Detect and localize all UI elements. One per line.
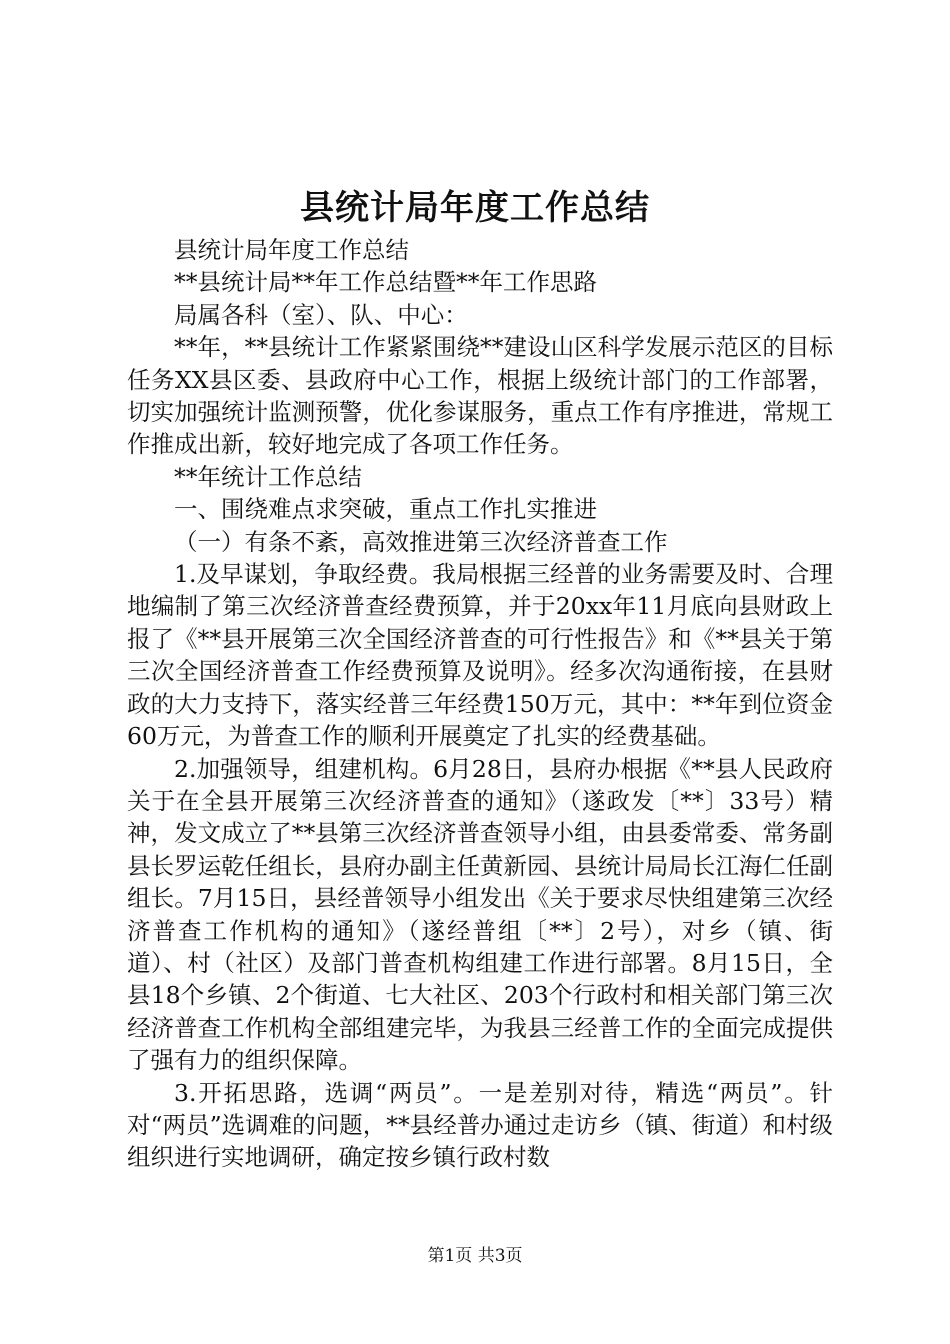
paragraph: 局属各科（室）、队、中心： — [174, 300, 468, 329]
paragraph: 3.开拓思路，选调“两员”。一是差别对待，精选“两员”。针对“两员”选调难的问题，**县经普办通过走访乡（镇、街道）和村级组织进行实地调研，确定按乡镇行政村数 — [127, 1078, 833, 1172]
document-title: 县统计局年度工作总结 — [300, 188, 650, 228]
paragraph: 2.加强领导，组建机构。6月28日，县府办根据《**县人民政府关于在全县开展第三次经济普查的通知》（遂政发〔**〕33号）精神，发文成立了**县第三次经济普查领导小组，由县委常委、常务副县长罗运乾任组长，县府办副主任黄新园、县统计局局长江海仁任副组长。7月15日，县经普领导小组发出《关于要求尽快组建第三次经济普查工作机构的通知》（遂经普组〔**〕2号），对乡（镇、街道）、村（社区）及部门普查机构组建工作进行部署。8月15日，全县18个乡镇、2个街道、七大社区、203个行政村和相关部门第三次经济普查工作机构全部组建完毕，为我县三经普工作的全面完成提供了强有力的组织保障。 — [127, 754, 833, 1075]
paragraph: 1.及早谋划，争取经费。我局根据三经普的业务需要及时、合理地编制了第三次经济普查经费预算，并于20xx年11月底向县财政上报了《**县开展第三次全国经济普查的可行性报告》和《**县关于第三次全国经济普查工作经费预算及说明》。经多次沟通衔接，在县财政的大力支持下，落实经普三年经费150万元，其中：**年到位资金60万元，为普查工作的顺利开展奠定了扎实的经费基础。 — [127, 560, 833, 751]
paragraph: **县统计局**年工作总结暨**年工作思路 — [174, 268, 597, 297]
page-footer: 第1页 共3页 — [427, 1246, 523, 1266]
paragraph: 县统计局年度工作总结 — [174, 236, 409, 264]
paragraph: **年统计工作总结 — [174, 462, 362, 491]
paragraph: （一）有条不紊，高效推进第三次经济普查工作 — [174, 527, 668, 556]
document-body — [127, 234, 833, 1174]
paragraph: **年，**县统计工作紧紧围绕**建设山区科学发展示范区的目标任务XX县区委、县政府中心工作，根据上级统计部门的工作部署，切实加强统计监测预警，优化参谋服务，重点工作有序推进，常规工作推成出新，较好地完成了各项工作任务。 — [127, 333, 833, 459]
paragraph: 一、围绕难点求突破，重点工作扎实推进 — [174, 495, 597, 524]
